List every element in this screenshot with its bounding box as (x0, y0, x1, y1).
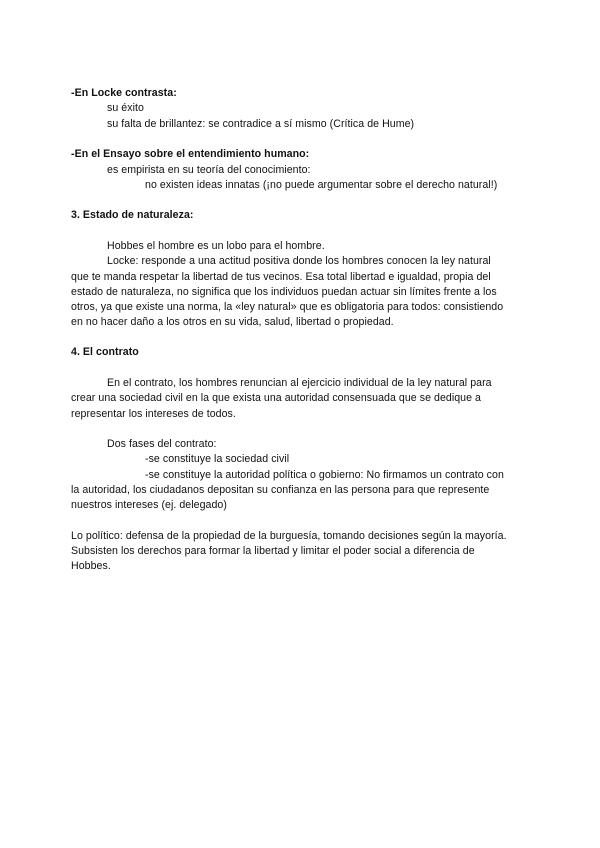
fase-sociedad-civil: -se constituye la sociedad civil (145, 453, 290, 465)
conclusion-line: Subsisten los derechos para formar la libertad y limitar el poder social a diferencia de (71, 545, 475, 557)
locke-paragraph-line: en no hacer daño a los otros en su vida, salud, libertad o propiedad. (71, 316, 394, 328)
ensayo-item-empirista: es empirista en su teoría del conocimiento: (107, 164, 311, 176)
fase-autoridad-line: nuestros intereses (ej. delegado) (71, 499, 227, 511)
locke-paragraph-line: que te manda respetar la libertad de tus vecinos. Esa total libertad e igualdad, propia del (71, 271, 491, 283)
contrato-paragraph-line: En el contrato, los hombres renuncian al ejercicio individual de la ley natural para (107, 377, 492, 389)
ensayo-subitem-ideas: no existen ideas innatas (¡no puede argumentar sobre el derecho natural!) (145, 179, 498, 191)
conclusion-line: Hobbes. (71, 560, 111, 572)
estado-naturaleza-heading: 3. Estado de naturaleza: (71, 209, 194, 221)
hobbes-line: Hobbes el hombre es un lobo para el hombre. (107, 240, 325, 252)
locke-paragraph-line: estado de naturaleza, no significa que los individuos puedan actuar sin límites frente a los (71, 286, 497, 298)
contrato-heading: 4. El contrato (71, 346, 139, 358)
locke-paragraph-line: Locke: responde a una actitud positiva donde los hombres conocen la ley natural (107, 255, 491, 267)
locke-item-success: su éxito (107, 102, 144, 114)
ensayo-heading: -En el Ensayo sobre el entendimiento humano: (71, 148, 310, 160)
contrato-paragraph-line: crear una sociedad civil en la que exista una autoridad consensuada que se dedique a (71, 392, 481, 404)
fase-autoridad-line: -se constituye la autoridad política o gobierno: No firmamos un contrato con (145, 469, 504, 481)
conclusion-line: Lo político: defensa de la propiedad de la burguesía, tomando decisiones según la mayoría. (71, 530, 507, 542)
locke-paragraph-line: otros, ya que existe una norma, la «ley natural» que es obligatoria para todos: consistiendo (71, 301, 504, 313)
fase-autoridad-line: la autoridad, los ciudadanos depositan su confianza en las persona para que represente (71, 484, 490, 496)
locke-item-lack-brilliance: su falta de brillantez: se contradice a sí mismo (Crítica de Hume) (107, 118, 415, 130)
fases-heading: Dos fases del contrato: (107, 438, 217, 450)
contrato-paragraph-line: representar los intereses de todos. (71, 408, 236, 420)
locke-contrast-heading: -En Locke contrasta: (71, 87, 177, 99)
